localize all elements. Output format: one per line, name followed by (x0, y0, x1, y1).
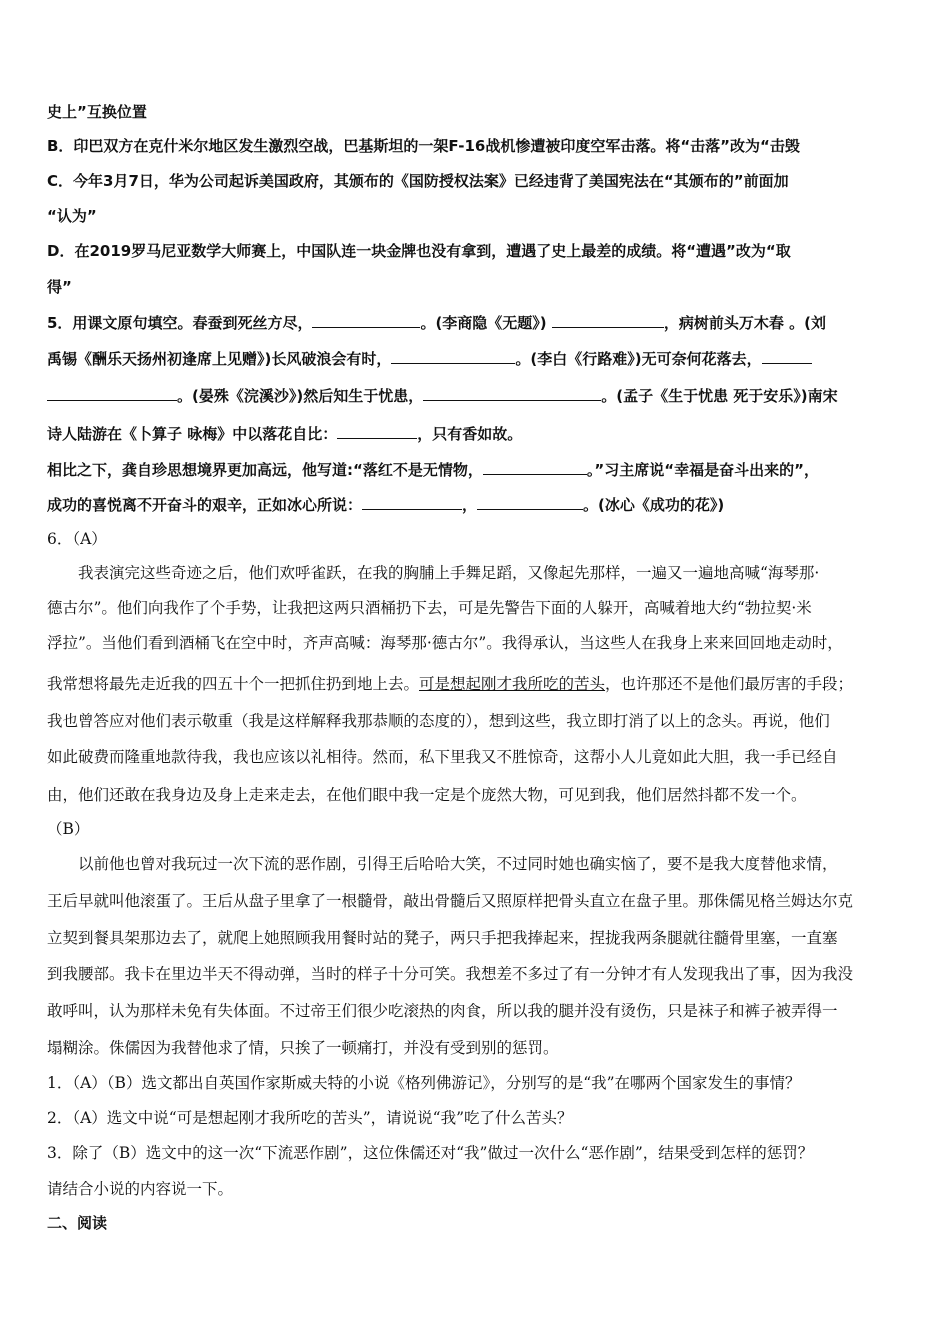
passage-a-line: 我也曾答应对他们表示敬重（我是这样解释我那恭顺的态度的），想到这些，我立即打消了以上的念头。再说，他们 (47, 712, 830, 730)
fill-blank (477, 493, 583, 510)
q5-text: 5．用课文原句填空。春蚕到死丝方尽， (47, 314, 313, 332)
q5-text: 。(晏殊《浣溪沙》)然后知生于忧患， (177, 387, 424, 405)
q5-line1 (47, 311, 826, 334)
q5-line2 (47, 347, 812, 370)
q5-text: ， (462, 496, 478, 514)
passage-text: ，也许那还不是他们最厉害的手段； (605, 675, 854, 693)
passage-b-line: 立契到餐具架那边去了，就爬上她照顾我用餐时站的凳子，两只手把我捧起来，捏拢我两条腿就往髓骨里塞，一直塞 (47, 929, 838, 947)
q5-text: 成功的喜悦离不开奋斗的艰辛，正如冰心所说： (47, 496, 363, 514)
q5-line6 (47, 493, 724, 516)
q5-text: 。(李商隐《无题》) (420, 314, 547, 332)
fill-blank (47, 384, 177, 401)
fill-blank (337, 422, 417, 439)
q5-text: 诗人陆游在《卜算子 咏梅》中以落花自比： (47, 425, 338, 443)
fill-blank (552, 311, 664, 328)
passage-a-line: 由，他们还敢在我身边及身上走来走去，在他们眼中我一定是个庞然大物，可见到我，他们居然抖都不发一个。 (47, 786, 807, 804)
sub-question-1: 1．（A）（B）选文都出自英国作家斯威夫特的小说《格列佛游记》，分别写的是“我”在哪两个国家发生的事情？ (47, 1074, 801, 1092)
q4-option-b: B．印巴双方在克什米尔地区发生激烈空战，巴基斯坦的一架F-16战机惨遭被印度空军击落。将“击落”改为“击毁 (47, 137, 800, 155)
q5-text: 。”习主席说“幸福是奋斗出来的”， (586, 461, 819, 479)
passage-b-line: 敢呼叫，认为那样未免有失体面。不过帝王们很少吃滚热的肉食，所以我的腿并没有烫伤，只是袜子和裤子被弄得一 (47, 1002, 838, 1020)
passage-a-line: 我表演完这些奇迹之后，他们欢呼雀跃，在我的胸脯上手舞足蹈，又像起先那样，一遍又一遍地高喊“海琴那· (78, 564, 820, 582)
q5-text: ，只有香如故。 (417, 425, 523, 443)
fill-blank (483, 458, 587, 475)
q5-line4 (47, 422, 522, 445)
passage-b-line: 王后早就叫他滚蛋了。王后从盘子里拿了一根髓骨，敲出骨髓后又照原样把骨头直立在盘子里。那侏儒见格兰姆达尔克 (47, 892, 854, 910)
q4-option-c-line1: C．今年3月7日，华为公司起诉美国政府，其颁布的《国防授权法案》已经违背了美国宪法在“其颁布的”前面加 (47, 172, 789, 190)
fill-blank (312, 311, 420, 328)
passage-b-heading: （B） (47, 820, 90, 838)
q5-line3 (47, 384, 838, 407)
fill-blank (423, 384, 601, 401)
section-title: 二、阅读 (47, 1214, 108, 1232)
passage-a-line: 浮拉”。当他们看到酒桶飞在空中时，齐声高喊：海琴那·德古尔”。我得承认，当这些人在我身上来来回回地走动时， (47, 634, 843, 652)
q5-text: 。(孟子《生于忧患 死于安乐》)南宋 (601, 387, 838, 405)
sub-question-2: 2．（A）选文中说“可是想起刚才我所吃的苦头”，请说说“我”吃了什么苦头？ (47, 1109, 573, 1127)
q4-line-a-tail: 史上”互换位置 (47, 103, 147, 121)
q4-option-d-line1: D．在2019罗马尼亚数学大师赛上，中国队连一块金牌也没有拿到，遭遇了史上最差的成绩。将“遭遇”改为“取 (47, 242, 791, 260)
sub-question-3-line1: 3．除了（B）选文中的这一次“下流恶作剧”，这位侏儒还对“我”做过一次什么“恶作剧”，结果受到怎样的惩罚？ (47, 1144, 814, 1162)
passage-b-line: 以前他也曾对我玩过一次下流的恶作剧，引得王后哈哈大笑，不过同时她也确实恼了，要不是我大度替他求情， (78, 855, 838, 873)
passage-a-line: 如此破费而隆重地款待我，我也应该以礼相待。然而，私下里我又不胜惊奇，这帮小人儿竟如此大胆，我一手已经自 (47, 748, 838, 766)
q5-text: 。(冰心《成功的花》) (583, 496, 725, 514)
q5-text: ，病树前头万木春 。(刘 (663, 314, 826, 332)
passage-text: 我常想将最先走近我的四五十个一把抓住扔到地上去。 (47, 675, 420, 693)
q5-text: 相比之下，龚自珍思想境界更加高远，他写道:“落红不是无情物， (47, 461, 483, 479)
fill-blank (391, 347, 515, 364)
passage-a-line: 德古尔”。他们向我作了个手势，让我把这两只酒桶扔下去，可是先警告下面的人躲开，高喊着地大约“勃拉契·米 (47, 599, 812, 617)
q4-option-c-line2: “认为” (47, 207, 97, 225)
q4-option-d-line2: 得” (47, 278, 72, 296)
passage-b-line: 塌糊涂。侏儒因为我替他求了情，只挨了一顿痛打，并没有受到别的惩罚。 (47, 1039, 559, 1057)
q5-text: 禹锡《酬乐天扬州初逢席上见赠》)长风破浪会有时， (47, 350, 392, 368)
q5-line5 (47, 458, 819, 481)
passage-b-line: 到我腰部。我卡在里边半天不得动弹，当时的样子十分可笑。我想差不多过了有一分钟才有人发现我出了事，因为我没 (47, 965, 854, 983)
underlined-phrase: 可是想起刚才我所吃的苦头 (419, 675, 606, 693)
sub-question-3-line2: 请结合小说的内容说一下。 (47, 1180, 234, 1198)
q6-heading: 6．（A） (47, 530, 107, 548)
fill-blank (762, 347, 812, 364)
fill-blank (362, 493, 462, 510)
passage-a-line (47, 673, 853, 695)
q5-text: 。(李白《行路难》)无可奈何花落去， (515, 350, 762, 368)
